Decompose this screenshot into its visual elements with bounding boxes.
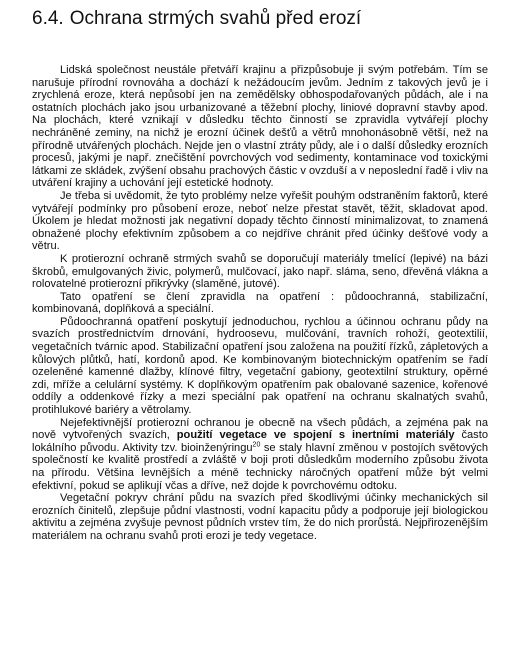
document-body xyxy=(32,64,488,543)
section-heading xyxy=(32,8,361,30)
emphasis-text: použití vegetace ve spojení s inertními materiály xyxy=(176,429,455,442)
paragraph-materials: K protierozní ochraně strmých svahů se doporučují materiály tmelící (lepivé) na bázi škrobů, emulgovaných živic, polymerů, mulčovací, jako např. sláma, seno, dřevěná vlákna a rolovatelné protierozní přikrývky (slaměné, jutové). xyxy=(32,252,488,291)
paragraph-intro: Lidská společnost neustále přetváří krajinu a přizpůsobuje ji svým potřebám. Tím se narušuje přírodní rovnováha a dochází k nežádoucím jevům. Jedním z takových jevů je i zrychlená eroze, která nepůsobí jen na zemědělsky obhospodařovaných půdách, ale i na ostatních plochách jako jsou urbanizované a těžební plochy, liniové dopravní stavby apod. Na plochách, které vznikají v důsledku těchto činností se zpravidla vytvářejí plochy nechráněné zeminy, na nichž je erozní účinek dešťů a větrů mnohonásobně větší, než na přírodně utvářených plochách. Nejde jen o vlastní ztráty půdy, ale i o další důsledky erozních procesů, jakými je např. znečištění povrchových vod sedimenty, kontaminace vod toxickými látkami ze skládek, zvýšení obsahu prachových částic v ovzduší a v neposlední řadě i vliv na utváření krajiny a uchování její estetické hodnoty. xyxy=(32,64,488,190)
section-number: 6.4. xyxy=(32,8,64,29)
paragraph-measures: Půdoochranná opatření poskytují jednoduchou, rychlou a účinnou ochranu půdy na svazích prostřednictvím drnování, hydroosevu, mulčování, travních rohoží, geotextilií, vegetačních tvárnic apod. Stabilizační opatření jsou založena na použití řízků, zápletových a kůlových plůtků, hatí, kordonů apod. Ke kombinovaným biotechnickým opatřením se řadí ozeleněné kamenné dlažby, klínové filtry, vegetační gabiony, geotextilní struktury, opěrné zdi, mříže a celulární systémy. K doplňkovým opatřením pak obalované sazenice, kořenové oddíly a oddenkové řízky a mezi speciální pak opatření na ochranu skalnatých svahů, protihlukové bariéry a větrolamy. xyxy=(32,315,488,417)
footnote-reference: 20 xyxy=(252,441,261,449)
paragraph-text: často lokálního původu. Aktivity tzv. bioinženýringu xyxy=(32,429,488,454)
paragraph-categories: Tato opatření se člení zpravidla na opatření : půdoochranná, stabilizační, kombinovaná, doplňková a speciální. xyxy=(32,290,488,316)
paragraph-problems: Je třeba si uvědomit, že tyto problémy nelze vyřešit pouhým odstraněním faktorů, které vytvářejí podmínky pro působení eroze, neboť nelze přestat stavět, těžit, skladovat apod. Úkolem je hledat možnosti jak negativní dopady těchto činností minimalizovat, to znamená obnažené plochy efektivním způsobem a co nejdříve chránit před účinky dešťové vody a větru. xyxy=(32,189,488,253)
paragraph-text: Nejefektivnější protierozní ochranou je obecně na všech půdách, a zejména pak na nově vytvořených svazích, xyxy=(32,416,488,442)
paragraph-vegetation: Vegetační pokryv chrání půdu na svazích před škodlivými účinky mechanických sil erozních činitelů, zlepšuje půdní vlastnosti, vodní kapacitu půdy a podporuje její biologickou aktivitu a zejména zvyšuje pevnost půdních vrstev tím, že do nich prorůstá. Nejpřirozenějším materiálem na ochranu svahů proti erozi je tedy vegetace. xyxy=(32,492,488,542)
paragraph-text: se staly hlavní změnou v postojích světových společností ke kvalitě prostředí a zvláště v boji proti důsledkům moderního způsobu života na přírodu. Většina levnějších a méně technicky náročných opatření může být velmi efektivní, pokud se aplikují včas a dříve, než dojde k povrchovému odtoku. xyxy=(32,441,488,492)
paragraph-bioengineering xyxy=(32,417,488,493)
section-title: Ochrana strmých svahů před erozí xyxy=(69,8,362,29)
